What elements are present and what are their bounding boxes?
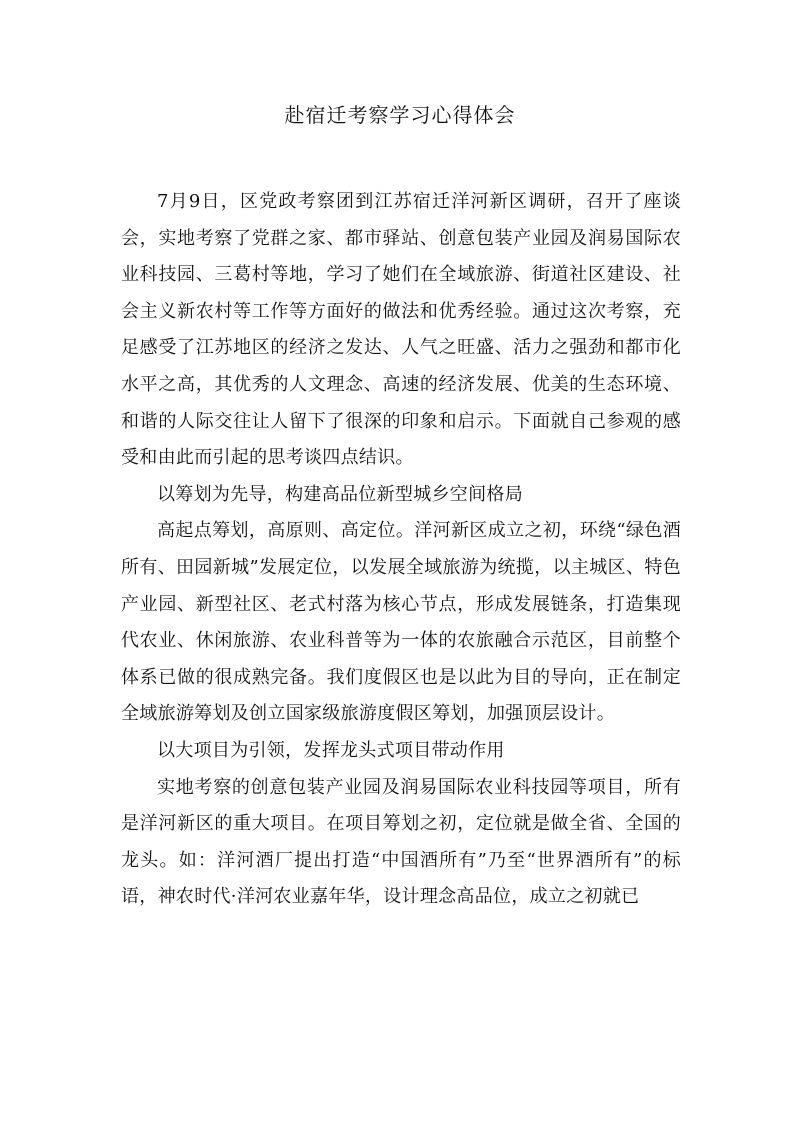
document-body [121, 184, 681, 916]
paragraph-planning: 高起点筹划，高原则、高定位。洋河新区成立之初，环绕“绿色酒所有、田园新城”发展定位，以发展全域旅游为统揽，以主城区、特色产业园、新型社区、老式村落为核心节点，形成发展链条，打造集现代农业、休闲旅游、农业科普等为一体的农旅融合示范区，目前整个体系已做的很成熟完备。我们度假区也是以此为目的导向，正在制定全域旅游筹划及创立国家级旅游度假区筹划，加强顶层设计。 [121, 520, 681, 725]
paragraph-projects: 实地考察的创意包装产业园及润易国际农业科技园等项目，所有是洋河新区的重大项目。在项目筹划之初，定位就是做全省、全国的龙头。如：洋河酒厂提出打造“中国酒所有”乃至“世界酒所有”的标语，神农时代·洋河农业嘉年华，设计理念高品位，成立之初就已 [121, 776, 681, 908]
document-title: 赴宿迁考察学习心得体会 [284, 103, 516, 127]
paragraph-intro: 7月9日，区党政考察团到江苏宿迁洋河新区调研，召开了座谈会，实地考察了党群之家、都市驿站、创意包装产业园及润易国际农业科技园、三葛村等地，学习了她们在全域旅游、街道社区建设、社会主义新农村等工作等方面好的做法和优秀经验。通过这次考察，充足感受了江苏地区的经济之发达、人气之旺盛、活力之强劲和都市化水平之高，其优秀的人文理念、高速的经济发展、优美的生态环境、和谐的人际交往让人留下了很深的印象和启示。下面就自己参观的感受和由此而引起的思考谈四点结识。 [121, 191, 681, 469]
section-heading-projects: 以大项目为引领，发挥龙头式项目带动作用 [157, 739, 505, 761]
section-heading-planning: 以筹划为先导，构建高品位新型城乡空间格局 [157, 483, 523, 505]
